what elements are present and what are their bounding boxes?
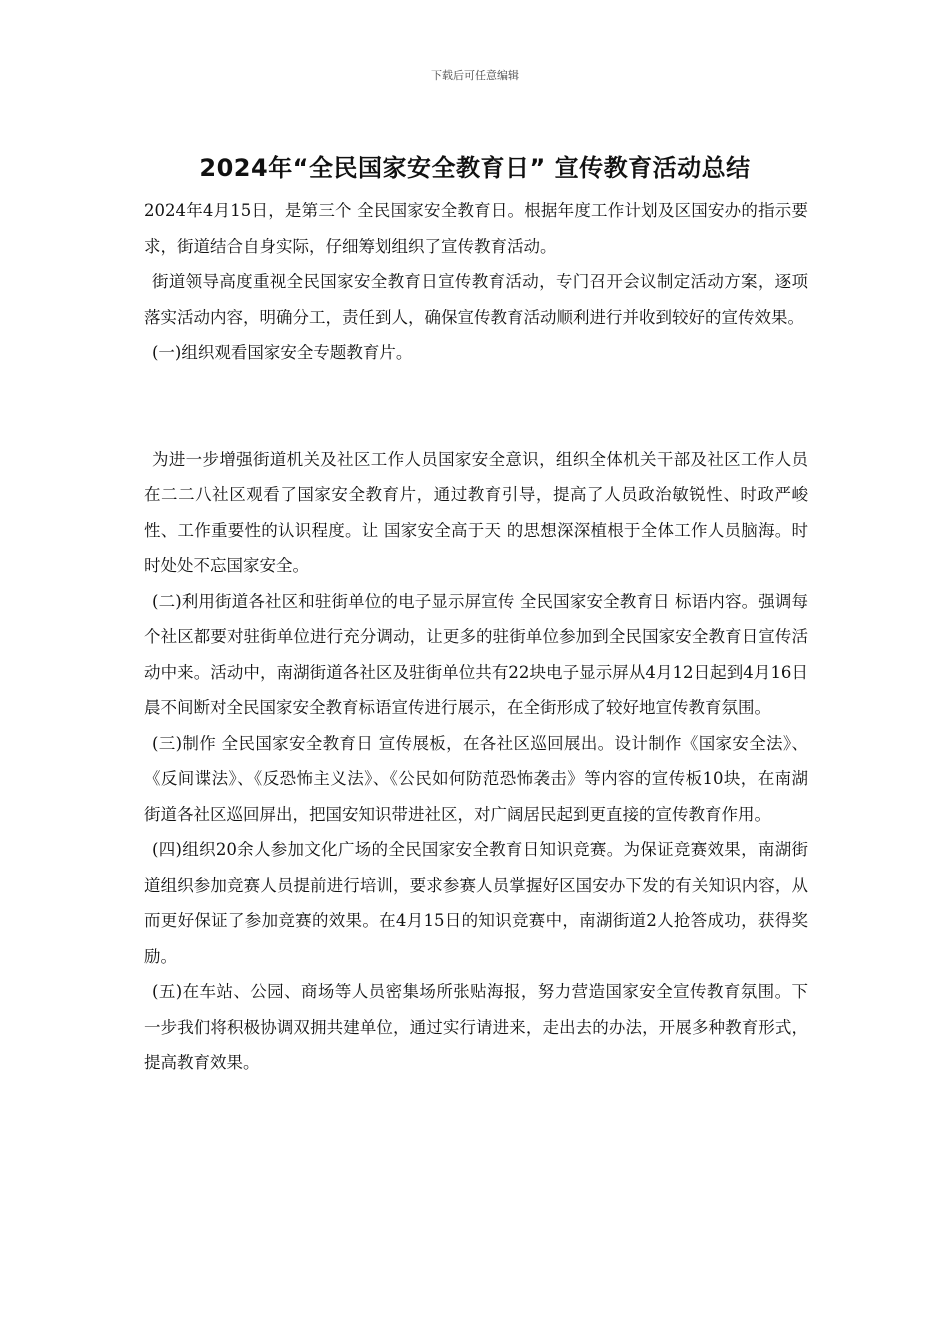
blank-gap xyxy=(144,371,808,442)
paragraph-section-1-heading: (一)组织观看国家安全专题教育片。 xyxy=(152,343,413,362)
header-note: 下载后可任意编辑 xyxy=(431,69,519,82)
paragraph-section-1-body: 为进一步增强街道机关及社区工作人员国家安全意识，组织全体机关干部及社区工作人员在二二八社区观看了国家安全教育片，通过教育引导，提高了人员政治敏锐性、时政严峻性、工作重要性的认识程度。让 国家安全高于天 的思想深深植根于全体工作人员脑海。时时处处不忘国家安全。 xyxy=(144,449,808,575)
paragraph-intro: 2024年4月15日，是第三个 全民国家安全教育日。根据年度工作计划及区国安办的指示要求，街道结合自身实际，仔细筹划组织了宣传教育活动。 xyxy=(144,201,808,256)
paragraph-section-5: (五)在车站、公园、商场等人员密集场所张贴海报，努力营造国家安全宣传教育氛围。下一步我们将积极协调双拥共建单位，通过实行请进来，走出去的办法，开展多种教育形式，提高教育效果。 xyxy=(144,982,808,1072)
document-body xyxy=(144,193,808,1081)
document-title: 2024年“全民国家安全教育日” 宣传教育活动总结 xyxy=(199,154,751,182)
paragraph-leadership: 街道领导高度重视全民国家安全教育日宣传教育活动，专门召开会议制定活动方案，逐项落实活动内容，明确分工，责任到人，确保宣传教育活动顺利进行并收到较好的宣传效果。 xyxy=(144,272,808,327)
paragraph-section-4: (四)组织20余人参加文化广场的全民国家安全教育日知识竞赛。为保证竞赛效果，南湖街道组织参加竞赛人员提前进行培训，要求参赛人员掌握好区国安办下发的有关知识内容，从而更好保证了参加竞赛的效果。在4月15日的知识竞赛中，南湖街道2人抢答成功，获得奖励。 xyxy=(144,840,808,966)
paragraph-section-3: (三)制作 全民国家安全教育日 宣传展板，在各社区巡回展出。设计制作《国家安全法》、《反间谍法》、《反恐怖主义法》、《公民如何防范恐怖袭击》等内容的宣传板10块，在南湖街道各社区巡回屏出，把国安知识带进社区，对广阔居民起到更直接的宣传教育作用。 xyxy=(144,733,808,824)
paragraph-section-2: (二)利用街道各社区和驻街单位的电子显示屏宣传 全民国家安全教育日 标语内容。强调每个社区都要对驻街单位进行充分调动，让更多的驻街单位参加到全民国家安全教育日宣传活动中来。活动中，南湖街道各社区及驻街单位共有22块电子显示屏从4月12日起到4月16日晨不间断对全民国家安全教育标语宣传进行展示，在全街形成了较好地宣传教育氛围。 xyxy=(144,591,808,717)
